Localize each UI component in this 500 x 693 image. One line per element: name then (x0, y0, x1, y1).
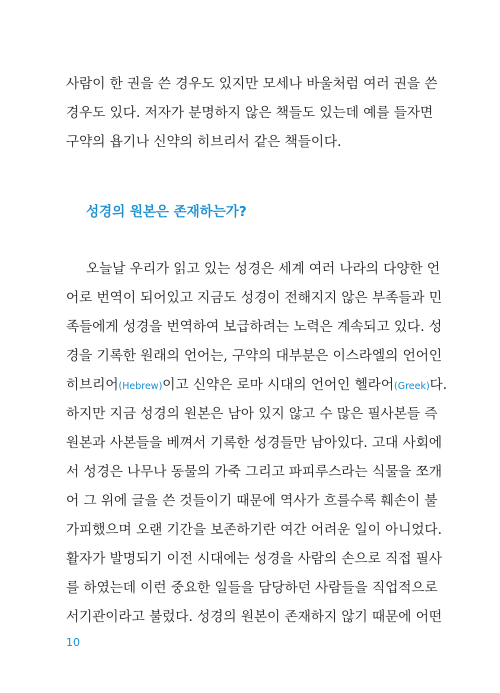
page-number: 10 (66, 636, 80, 649)
text-line: 족들에게 성경을 번역하여 보급하려는 노력은 계속되고 있다. 성 (66, 319, 442, 335)
text-line: 경을 기록한 원래의 언어는, 구약의 대부분은 이스라엘의 언어인 (66, 348, 442, 364)
text-line: 를 하였는데 이런 중요한 일들을 담당하던 사람들을 직업적으로 (66, 580, 438, 596)
text-line: 구약의 욥기나 신약의 히브리서 같은 책들이다. (66, 134, 342, 150)
text-line-hebrew-greek (66, 371, 448, 400)
text-line: 하지만 지금 성경의 원본은 남아 있지 않고 수 많은 필사본들 즉 (66, 406, 438, 422)
text-line: 서기관이라고 불렀다. 성경의 원본이 존재하지 않기 때문에 어떤 (66, 609, 442, 625)
text-line: 경우도 있다. 저자가 분명하지 않은 책들도 있는데 예를 들자면 (66, 105, 434, 121)
text-line: 어로 번역이 되어있고 지금도 성경이 전해지지 않은 부족들과 민 (66, 290, 442, 306)
intro-paragraph (66, 70, 438, 157)
text-line: 활자가 발명되기 이전 시대에는 성경을 사람의 손으로 직접 필사 (66, 551, 442, 567)
text-segment: 이고 신약은 로마 시대의 언어인 헬라어 (162, 377, 394, 393)
text-line: 어 그 위에 글을 쓴 것들이기 때문에 역사가 흐를수록 훼손이 불 (66, 493, 438, 509)
text-line: 오늘날 우리가 읽고 있는 성경은 세계 여러 나라의 다양한 언 (86, 261, 441, 277)
text-line: 사람이 한 권을 쓴 경우도 있지만 모세나 바울처럼 여러 권을 쓴 (66, 76, 438, 92)
foreign-term-hebrew: (Hebrew) (118, 381, 163, 392)
section-paragraph (66, 255, 448, 632)
text-line: 서 성경은 나무나 동물의 가죽 그리고 파피루스라는 식물을 쪼개 (66, 464, 442, 480)
text-line: 가피했으며 오랜 기간을 보존하기란 여간 어려운 일이 아니었다. (66, 522, 442, 538)
text-line: 원본과 사본들을 베껴서 기록한 성경들만 남아있다. 고대 사회에 (66, 435, 442, 451)
text-segment: 다. (429, 377, 448, 393)
text-segment: 히브리어 (66, 377, 119, 393)
section-heading: 성경의 원본은 존재하는가? (86, 204, 247, 220)
foreign-term-greek: (Greek) (394, 381, 430, 392)
